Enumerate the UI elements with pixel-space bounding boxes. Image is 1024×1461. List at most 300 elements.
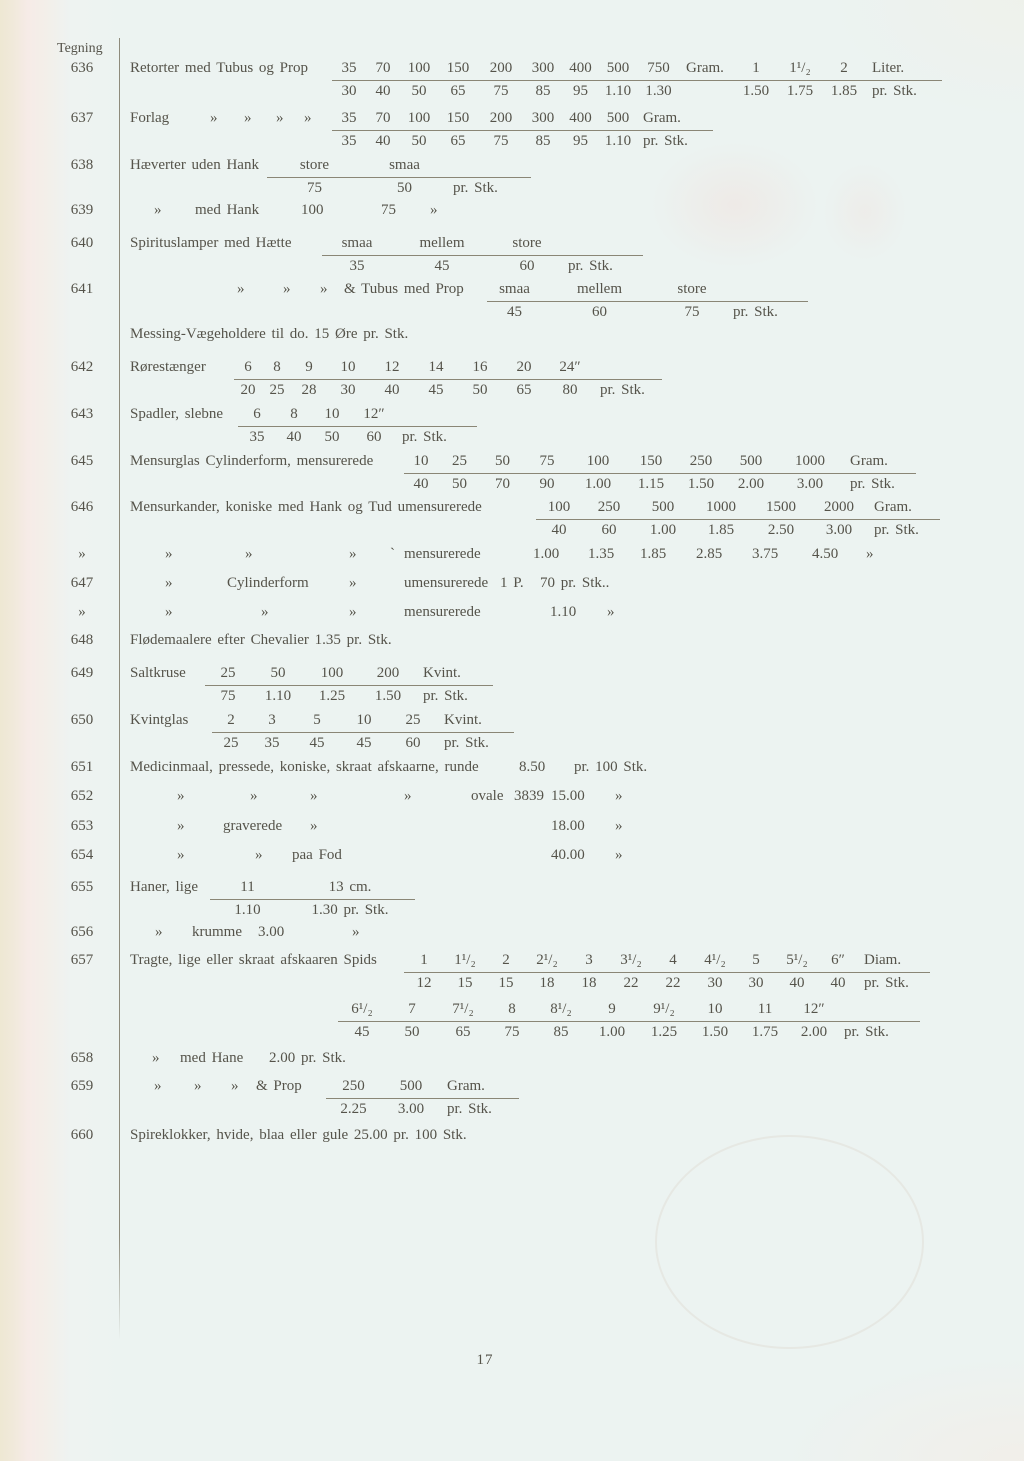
size-cell: 6 [244, 359, 252, 375]
size-row [536, 497, 940, 520]
tegning-number: 647 [70, 575, 94, 591]
price-cell: 1.10 [234, 901, 261, 918]
size-cell: 5 [752, 952, 760, 968]
price-cell: pr. Stk. [402, 428, 447, 445]
row-text-segment: » [154, 202, 162, 218]
price-cell: 60 [592, 303, 607, 320]
tegning-number: » [78, 604, 86, 620]
price-cell: 30 [748, 974, 764, 991]
row-text-segment: » [255, 847, 263, 863]
size-cell: 2 [502, 952, 510, 968]
row-text-segment: » [244, 110, 252, 126]
row-text-segment: » [404, 788, 412, 804]
size-cell: 3 [268, 712, 276, 728]
row-text-segment: 15.00 [551, 788, 585, 804]
row-text-segment: » [152, 1050, 160, 1066]
size-row [238, 404, 477, 427]
price-cell: 3.00 [796, 475, 824, 492]
price-cell: 1.10 [604, 82, 632, 99]
price-cell: 65 [455, 1023, 471, 1040]
tegning-number: 641 [70, 281, 94, 297]
row-text-segment: 2.00 pr. Stk. [269, 1050, 346, 1066]
row-text-segment: » [276, 110, 284, 126]
price-cell: 75 [684, 303, 700, 320]
price-cell: 35 [341, 132, 357, 149]
size-cell: 11 [757, 1001, 773, 1017]
price-cell: 40 [551, 521, 567, 538]
row-text-segment: Cylinderform [227, 575, 309, 591]
price-cell: 50 [411, 82, 427, 99]
row-text-segment: 4.50 [812, 546, 839, 562]
row-text-segment: Forlag [130, 110, 170, 126]
size-cell: 35 [341, 110, 357, 126]
tegning-number: 637 [70, 110, 94, 126]
price-row [326, 1099, 519, 1121]
size-cell: 25 [405, 712, 421, 728]
price-cell: 1.85 [707, 521, 735, 538]
row-text-segment: 2.85 [696, 546, 723, 562]
tegning-number: 658 [70, 1050, 94, 1066]
row-text-segment: med Hank [195, 202, 260, 218]
size-cell: 8 [508, 1001, 516, 1017]
price-cell: 45 [434, 257, 450, 274]
row-text-segment: » [320, 281, 328, 297]
row-text-segment: 3.75 [752, 546, 779, 562]
row-text-segment: mensurerede [404, 546, 481, 562]
price-cell: 1.50 [701, 1023, 729, 1040]
size-cell: 2 [227, 712, 235, 728]
price-table [322, 233, 643, 277]
size-cell: Gram. [643, 110, 681, 126]
row-text-segment: » [261, 604, 269, 620]
price-cell: 18 [581, 974, 597, 991]
price-table [487, 279, 808, 323]
price-cell: 80 [562, 381, 578, 398]
size-cell: 2¹/₂ [536, 952, 558, 968]
price-cell: 30 [341, 82, 357, 99]
row-text-segment: » [349, 575, 357, 591]
row-text-segment: » [231, 1078, 239, 1094]
size-cell: 1¹/₂ [789, 60, 811, 76]
price-cell: 95 [573, 132, 588, 149]
size-cell: 100 [547, 499, 571, 515]
size-cell: 10 [324, 406, 340, 422]
page-number: 17 [476, 1352, 494, 1368]
size-cell: 8 [290, 406, 298, 422]
price-cell: 50 [404, 1023, 420, 1040]
price-cell: 40 [789, 974, 805, 991]
tegning-number: 636 [70, 60, 94, 76]
size-cell: 500 [399, 1078, 423, 1094]
price-table [404, 451, 916, 495]
size-cell: 9 [608, 1001, 616, 1017]
row-text-segment: ˋ [390, 546, 395, 562]
price-cell: 1.00 [584, 475, 612, 492]
price-cell: 60 [601, 521, 617, 538]
price-table [238, 404, 477, 448]
tegning-number: 639 [70, 202, 94, 218]
price-cell: 1.30 pr. Stk. [311, 901, 389, 918]
size-cell: 10 [340, 359, 356, 375]
size-cell: 35 [341, 60, 357, 76]
row-text-segment: 1.10 [550, 604, 577, 620]
row-text-segment: pr. 100 Stk. [574, 759, 648, 775]
price-cell: 75 [504, 1023, 520, 1040]
size-cell: 100 [407, 60, 431, 76]
size-cell: Diam. [864, 952, 902, 968]
price-table [267, 155, 531, 199]
price-cell: pr. Stk. [444, 734, 489, 751]
size-cell: 12″ [363, 406, 385, 422]
price-cell: 15 [457, 974, 473, 991]
price-table [326, 1076, 519, 1120]
size-row [326, 1076, 519, 1099]
price-row [404, 973, 930, 995]
size-cell: 250 [342, 1078, 365, 1094]
price-table [404, 950, 930, 994]
tegning-column-header: Tegning [57, 41, 103, 56]
row-text-segment: graverede [223, 818, 283, 834]
price-row [404, 474, 916, 496]
size-cell: 5 [313, 712, 321, 728]
price-cell: 45 [356, 734, 372, 751]
price-cell: 2.50 [767, 521, 795, 538]
size-cell: Gram. [686, 60, 724, 76]
size-cell: 300 [531, 110, 555, 126]
size-row [404, 950, 930, 973]
row-text-segment: » [177, 788, 185, 804]
row-text-segment: » [349, 604, 357, 620]
size-cell: 9¹/₂ [653, 1001, 675, 1017]
size-row [332, 108, 713, 131]
row-text-segment: » [866, 546, 874, 562]
price-cell: 25 [269, 381, 285, 398]
size-cell: 500 [739, 453, 763, 469]
price-cell: pr. Stk. [872, 82, 917, 99]
row-text-segment: krumme [192, 924, 242, 940]
size-cell: 70 [375, 60, 391, 76]
row-text-segment: » [177, 818, 185, 834]
row-text-segment: » [165, 546, 173, 562]
price-cell: 1.10 [264, 687, 292, 704]
row-text-segment: 3.00 [258, 924, 285, 940]
row-text-segment: » [430, 202, 438, 218]
price-cell: 85 [553, 1023, 569, 1040]
price-row [322, 256, 643, 278]
price-cell: 85 [535, 82, 551, 99]
size-cell: 250 [597, 499, 621, 515]
price-cell: 1.50 [374, 687, 402, 704]
price-table [332, 58, 942, 102]
price-cell: 1.75 [751, 1023, 779, 1040]
price-cell: 2.25 [340, 1100, 367, 1117]
price-cell: 90 [539, 475, 555, 492]
size-cell: Liter. [872, 60, 905, 76]
tegning-number: » [78, 546, 86, 562]
price-cell: 18 [539, 974, 555, 991]
price-cell: 40 [375, 82, 391, 99]
row-text-segment: 100 [301, 202, 324, 218]
row-text-segment: » [165, 575, 173, 591]
size-row [267, 155, 531, 178]
price-table [332, 108, 713, 152]
tegning-number: 657 [70, 952, 94, 968]
price-cell: 1.25 [318, 687, 346, 704]
tegning-number: 655 [70, 879, 94, 895]
size-cell: 12″ [803, 1001, 825, 1017]
price-cell: 35 [264, 734, 280, 751]
size-cell: 200 [489, 110, 513, 126]
size-cell: 1500 [766, 499, 796, 515]
size-cell: 25 [220, 665, 236, 681]
price-table [338, 999, 920, 1043]
price-cell: 35 [349, 257, 365, 274]
tegning-number: 648 [70, 632, 94, 648]
price-cell: 65 [450, 82, 466, 99]
price-row [536, 520, 940, 542]
row-text-segment: » [310, 818, 318, 834]
row-text-segment: 70 pr. Stk.. [540, 575, 610, 591]
size-cell: 14 [428, 359, 444, 375]
row-text-segment: » [615, 788, 623, 804]
row-text-segment: » [210, 110, 218, 126]
price-cell: 3.00 [397, 1100, 425, 1117]
tegning-number: 643 [70, 406, 94, 422]
price-table [210, 877, 415, 921]
size-cell: 7¹/₂ [452, 1001, 474, 1017]
size-cell: store [512, 235, 542, 251]
price-cell: 1.50 [687, 475, 715, 492]
size-cell: 500 [606, 60, 630, 76]
row-text-segment: » [310, 788, 318, 804]
size-cell: 150 [446, 60, 470, 76]
size-cell: 50 [270, 665, 286, 681]
price-cell: pr. Stk. [453, 179, 498, 196]
price-cell: 22 [623, 974, 639, 991]
price-cell: 1.00 [598, 1023, 626, 1040]
row-text-segment: Saltkruse [130, 665, 186, 681]
size-cell: 1 [752, 60, 760, 76]
row-text-segment: 8.50 [519, 759, 546, 775]
price-cell: 60 [405, 734, 421, 751]
row-text-segment: » [155, 924, 163, 940]
price-cell: 30 [707, 974, 723, 991]
size-row [404, 451, 916, 474]
size-cell: 400 [569, 110, 592, 126]
row-text-segment: 1.35 [588, 546, 615, 562]
price-cell: 40 [286, 428, 302, 445]
row-text-segment: Spireklokker, hvide, blaa eller gule 25.00 pr. 100 Stk. [130, 1127, 467, 1143]
price-row [234, 380, 662, 402]
row-text-segment: & Prop [256, 1078, 302, 1094]
price-cell: pr. Stk. [643, 132, 688, 149]
price-cell: 50 [324, 428, 340, 445]
size-cell: 16 [472, 359, 488, 375]
price-cell: 2.00 [737, 475, 765, 492]
price-cell: 1.15 [637, 475, 665, 492]
size-row [322, 233, 643, 256]
row-text-segment: » [615, 818, 623, 834]
size-row [332, 58, 942, 81]
row-text-segment: Haner, lige [130, 879, 199, 895]
size-cell: 10 [707, 1001, 723, 1017]
size-cell: 6¹/₂ [351, 1001, 373, 1017]
size-cell: 3 [585, 952, 593, 968]
row-text-segment: umensurerede [404, 575, 489, 591]
size-cell: 400 [569, 60, 592, 76]
size-cell: 1000 [795, 453, 825, 469]
price-cell: 2.00 [800, 1023, 828, 1040]
row-text-segment: » [154, 1078, 162, 1094]
row-text-segment: 3839 [514, 788, 544, 804]
price-cell: 12 [416, 974, 432, 991]
tegning-number: 646 [70, 499, 94, 515]
size-row [212, 710, 514, 733]
price-cell: 35 [249, 428, 265, 445]
size-cell: Gram. [850, 453, 888, 469]
price-cell: 15 [498, 974, 514, 991]
price-cell: 75 [493, 82, 509, 99]
price-cell: 1.30 [645, 82, 672, 99]
price-table [536, 497, 940, 541]
row-text-segment: » [304, 110, 312, 126]
showthrough-ghost [655, 1135, 924, 1349]
row-text-segment: Hæverter uden Hank [130, 157, 259, 173]
price-row [267, 178, 531, 200]
size-cell: mellem [419, 235, 465, 251]
row-text-segment: Messing-Vægeholdere til do. 15 Øre pr. Stk. [130, 326, 409, 342]
row-text-segment: & Tubus med Prop [344, 281, 464, 297]
size-row [205, 663, 493, 686]
size-row [234, 357, 662, 380]
tegning-number: 654 [70, 847, 94, 863]
size-cell: 2000 [824, 499, 854, 515]
price-cell: 45 [309, 734, 325, 751]
price-cell: pr. Stk. [733, 303, 778, 320]
price-cell: 1.25 [650, 1023, 678, 1040]
row-text-segment: » [194, 1078, 202, 1094]
row-text-segment: Rørestænger [130, 359, 206, 375]
size-cell: 50 [495, 453, 510, 469]
price-cell: 1.10 [604, 132, 632, 149]
row-text-segment: Medicinmaal, pressede, koniske, skraat afskaarne, runde [130, 759, 479, 775]
tegning-number: 651 [70, 759, 94, 775]
row-text-segment: 1.00 [533, 546, 560, 562]
size-cell: smaa [341, 235, 373, 251]
price-cell: 1.50 [742, 82, 770, 99]
size-cell: 4¹/₂ [704, 952, 726, 968]
price-cell: pr. Stk. [844, 1023, 889, 1040]
price-cell: 70 [495, 475, 510, 492]
price-cell: pr. Stk. [874, 521, 919, 538]
size-cell: 500 [606, 110, 630, 126]
size-cell: 4 [669, 952, 677, 968]
size-cell: 13 cm. [328, 879, 372, 895]
price-cell: 1.00 [649, 521, 677, 538]
size-cell: store [677, 281, 707, 297]
size-row [210, 877, 415, 900]
size-cell: 24″ [559, 359, 581, 375]
size-cell: store [299, 157, 330, 173]
row-text-segment: Spadler, slebne [130, 406, 224, 422]
row-text-segment: Retorter med Tubus og Prop [130, 60, 309, 76]
tegning-number: 660 [70, 1127, 94, 1143]
size-cell: Kvint. [444, 712, 482, 728]
tegning-number: 638 [70, 157, 94, 173]
price-table [205, 663, 493, 707]
price-row [210, 900, 415, 922]
price-cell: 40 [830, 974, 846, 991]
size-cell: 6 [253, 406, 261, 422]
size-cell: 10 [413, 453, 429, 469]
tegning-number: 652 [70, 788, 94, 804]
row-text-segment: » [349, 546, 357, 562]
price-cell: 50 [472, 381, 488, 398]
price-cell: 45 [354, 1023, 370, 1040]
size-cell: 200 [376, 665, 400, 681]
price-row [338, 1022, 920, 1044]
price-cell: pr. Stk. [423, 687, 468, 704]
price-row [205, 686, 493, 708]
row-text-segment: » [237, 281, 245, 297]
size-cell: 100 [586, 453, 610, 469]
price-cell: 1.75 [786, 82, 814, 99]
row-text-segment: » [177, 847, 185, 863]
size-cell: 750 [647, 60, 670, 76]
size-cell: 150 [446, 110, 470, 126]
price-cell: 40 [384, 381, 400, 398]
row-text-segment: » [245, 546, 253, 562]
price-cell: 50 [411, 132, 427, 149]
price-cell: 40 [413, 475, 429, 492]
price-cell: pr. Stk. [864, 974, 909, 991]
size-cell: 8 [273, 359, 281, 375]
size-cell: 20 [516, 359, 532, 375]
price-cell: 65 [516, 381, 532, 398]
row-text-segment: » [283, 281, 291, 297]
row-text-segment: 18.00 [551, 818, 585, 834]
size-cell: mellem [577, 281, 622, 297]
size-cell: 8¹/₂ [550, 1001, 572, 1017]
price-cell: 45 [507, 303, 522, 320]
size-cell: smaa [389, 157, 420, 173]
tegning-number: 653 [70, 818, 94, 834]
row-text-segment: Kvintglas [130, 712, 189, 728]
size-cell: Gram. [874, 499, 912, 515]
row-text-segment: 75 [381, 202, 396, 218]
size-cell: 100 [407, 110, 431, 126]
row-text-segment: med Hane [180, 1050, 244, 1066]
size-cell: 500 [651, 499, 675, 515]
price-cell: 75 [307, 179, 322, 196]
row-text-segment: 1 P. [500, 575, 524, 591]
price-cell: 28 [301, 381, 317, 398]
price-row [238, 427, 477, 449]
price-cell: pr. Stk. [447, 1100, 492, 1117]
row-text-segment: Flødemaalere efter Chevalier 1.35 pr. Stk. [130, 632, 392, 648]
row-text-segment: Mensurkander, koniske med Hank og Tud umensurerede [130, 499, 482, 515]
size-cell: 11 [240, 879, 255, 895]
price-cell: 3.00 [825, 521, 853, 538]
size-cell: 75 [539, 453, 555, 469]
row-text-segment: » [250, 788, 258, 804]
row-text-segment: » [165, 604, 173, 620]
price-cell: 22 [665, 974, 681, 991]
row-text-segment: Tragte, lige eller skraat afskaaren Spids [130, 952, 377, 968]
price-cell: pr. Stk. [600, 381, 645, 398]
size-cell: smaa [499, 281, 530, 297]
size-cell: 12 [384, 359, 400, 375]
